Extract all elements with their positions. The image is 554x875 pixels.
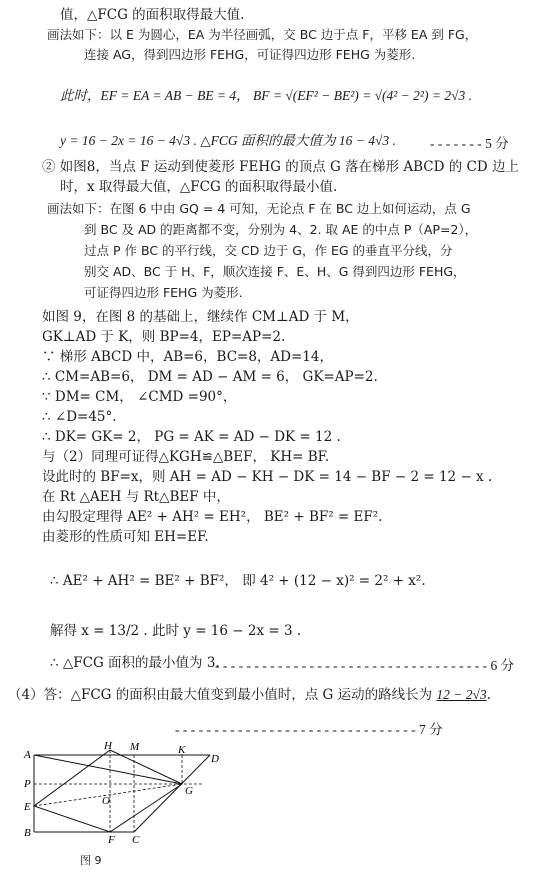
point-label: A bbox=[24, 749, 31, 761]
text-line: 别交 AD、BC 于 H、F，顺次连接 F、E、H、G 得到四边形 FEHG， bbox=[84, 264, 466, 279]
text-line: ∵ DM= CM， ∠CMD =90°， bbox=[42, 389, 237, 405]
figure-9-diagram bbox=[22, 740, 222, 846]
text-line: 到 BC 及 AD 的距离都不变，分别为 4、2. 取 AE 的中点 P（AP=2）， bbox=[84, 222, 478, 237]
point-label: D bbox=[211, 753, 219, 765]
text-line: 画法如下：以 E 为圆心，EA 为半径画弧，交 BC 边于点 F，平移 EA 到 FG， bbox=[47, 27, 478, 42]
math-line: ∴ AE² + AH² = BE² + BF²， 即 4² + (12 − x)² = 2² + x². bbox=[50, 573, 426, 589]
figure-caption: 图 9 bbox=[80, 854, 102, 867]
text-line: 值，△FCG 的面积取得最大值. bbox=[60, 7, 245, 23]
point-label: P bbox=[24, 778, 31, 790]
score-marker: - - - - - - - 5 分 bbox=[430, 136, 509, 151]
text-line: ∴ ∠D=45°. bbox=[42, 409, 117, 425]
point-label: K bbox=[178, 744, 186, 756]
point-label: F bbox=[108, 834, 115, 846]
text-line bbox=[8, 686, 491, 704]
point-label: O bbox=[102, 795, 110, 807]
text-line: 与（2）同理可证得△KGH≌△BEF， KH= BF. bbox=[42, 449, 330, 465]
answer-period: . bbox=[486, 687, 491, 703]
text-line: 可证得四边形 FEHG 为菱形. bbox=[84, 285, 243, 300]
point-label: H bbox=[104, 740, 112, 752]
text-line: 在 Rt △AEH 与 Rt△BEF 中， bbox=[42, 489, 230, 505]
answer-text: （4）答：△FCG 的面积由最大值变到最小值时，点 G 运动的路线长为 bbox=[8, 687, 437, 703]
segment-ag bbox=[34, 755, 182, 784]
text-line: ∵ 梯形 ABCD 中，AB=6，BC=8，AD=14， bbox=[42, 349, 333, 365]
point-label: B bbox=[24, 827, 31, 839]
text-line: 由勾股定理得 AE² + AH² = EH²， BE² + BF² = EF². bbox=[42, 509, 383, 525]
point-label: G bbox=[185, 785, 193, 797]
text-line: 连接 AG，得到四边形 FEHG，可证得四边形 FEHG 为菱形. bbox=[84, 47, 416, 62]
math-line: 此时，EF = EA = AB − BE = 4， BF = √(EF² − BE²) = √(4² − 2²) = 2√3 . bbox=[60, 88, 472, 103]
text-line: GK⊥AD 于 K，则 BP=4，EP=AP=2. bbox=[42, 329, 286, 345]
point-label: C bbox=[132, 834, 140, 846]
text-line: 画法如下：在图 6 中由 GQ = 4 可知，无论点 F 在 BC 边上如何运动，点 G bbox=[47, 201, 471, 216]
text-line: ∴ △FCG 面积的最小值为 3. bbox=[50, 655, 220, 671]
math-line: y = 16 − 2x = 16 − 4√3 . △FCG 面积的最大值为 16 − 4√3 . bbox=[60, 133, 396, 148]
math-line: 解得 x = 13/2 . 此时 y = 16 − 2x = 3 . bbox=[50, 623, 302, 639]
text-line: 过点 P 作 BC 的平行线，交 CD 边于 G，作 EG 的垂直平分线，分 bbox=[84, 243, 453, 258]
text-line: ② 如图8，当点 F 运动到使菱形 FEHG 的顶点 G 落在梯形 ABCD 的 CD 边上 bbox=[42, 159, 519, 175]
point-label: E bbox=[24, 801, 31, 813]
text-line: 如图 9，在图 8 的基础上，继续作 CM⊥AD 于 M， bbox=[42, 309, 359, 325]
text-line: 设此时的 BF=x，则 AH = AD − KH − DK = 14 − BF − 2 = 12 − x . bbox=[42, 469, 493, 485]
text-line: ∴ CM=AB=6， DM = AD − AM = 6， GK=AP=2. bbox=[42, 369, 378, 385]
text-line: ∴ DK= GK= 2， PG = AK = AD − DK = 12 . bbox=[42, 429, 341, 445]
text-line: 由菱形的性质可知 EH=EF. bbox=[42, 529, 209, 545]
score-marker: - - - - - - - - - - - - - - - - - - - - - - - - - - - - - - - - - - - 6 分 bbox=[215, 658, 515, 673]
score-marker: - - - - - - - - - - - - - - - - - - - - - - - - - - - - - - - 7 分 bbox=[175, 722, 443, 737]
rhombus-fehg bbox=[34, 750, 182, 832]
answer-value: 12 − 2√3 bbox=[436, 687, 487, 702]
point-label: M bbox=[130, 741, 140, 753]
text-line: 时，x 取得最大值，△FCG 的面积取得最小值. bbox=[60, 179, 338, 195]
